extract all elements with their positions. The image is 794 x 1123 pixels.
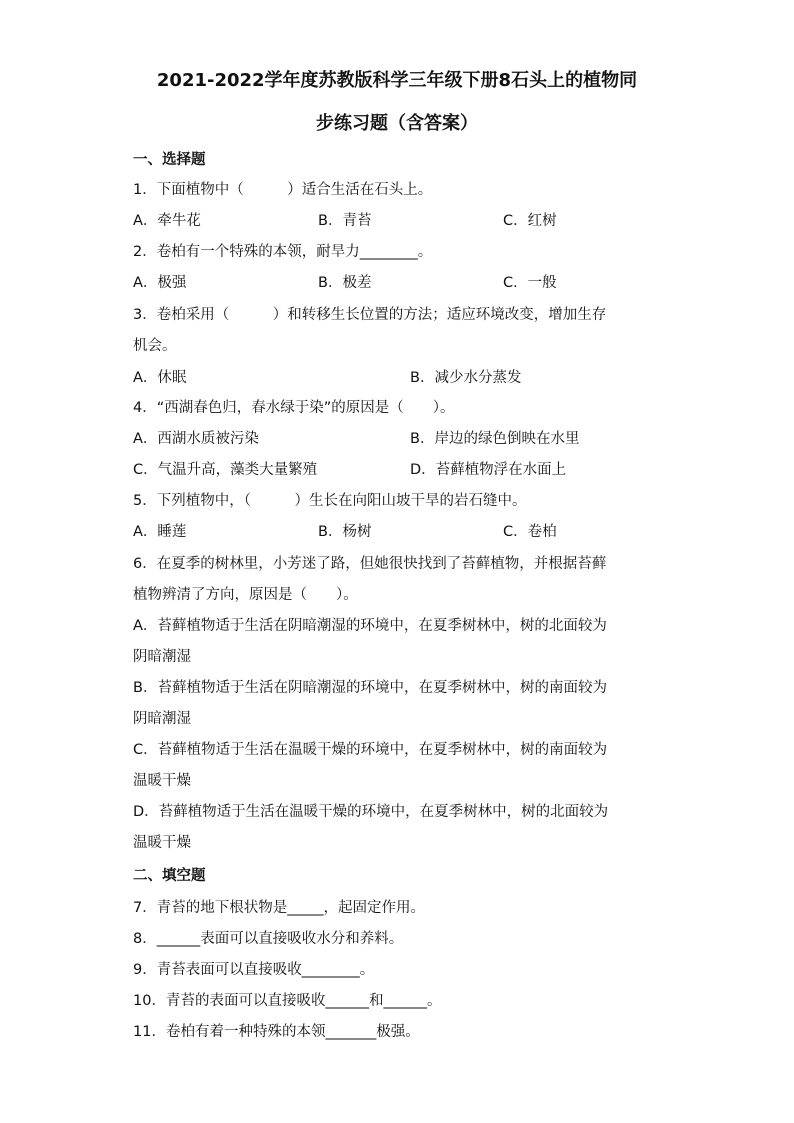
question-1-option-b: B．青苔 [318, 213, 372, 229]
question-3-stem-line-2: 机会。 [133, 338, 177, 354]
question-1-option-c: C．红树 [503, 213, 557, 229]
section-heading-choice: 一、选择题 [133, 152, 206, 168]
question-2-option-a: A．极强 [133, 275, 187, 291]
question-10: 10．青苔的表面可以直接吸收______和______。 [133, 993, 442, 1009]
question-2-option-b: B．极差 [318, 275, 372, 291]
question-6-option-c-line-1: C．苔藓植物适于生活在温暖干燥的环境中，在夏季树林中，树的南面较为 [133, 742, 608, 758]
question-4-stem: 4．“西湖春色归，春水绿于染”的原因是（ ）。 [133, 400, 455, 416]
question-8: 8．______表面可以直接吸收水分和养料。 [133, 931, 404, 947]
question-4-option-d: D．苔藓植物浮在水面上 [410, 462, 567, 478]
question-1-option-a: A．牵牛花 [133, 213, 201, 229]
question-5-option-b: B．杨树 [318, 524, 372, 540]
question-6-option-b-line-1: B．苔藓植物适于生活在阴暗潮湿的环境中，在夏季树林中，树的南面较为 [133, 680, 607, 696]
document-title-line-1: 2021-2022学年度苏教版科学三年级下册8石头上的植物同 [156, 70, 638, 91]
question-7: 7．青苔的地下根状物是_____，起固定作用。 [133, 900, 425, 916]
question-5-option-c: C．卷柏 [503, 524, 557, 540]
question-2-option-c: C．一般 [503, 275, 557, 291]
question-11: 11．卷柏有着一种特殊的本领_______极强。 [133, 1024, 420, 1040]
question-6-stem-line-2: 植物辨清了方向，原因是（ ）。 [133, 587, 358, 603]
question-6-option-d-line-1: D．苔藓植物适于生活在温暖干燥的环境中，在夏季树林中，树的北面较为 [133, 804, 609, 820]
question-6-option-a-line-1: A．苔藓植物适于生活在阴暗潮湿的环境中，在夏季树林中，树的北面较为 [133, 618, 607, 634]
question-6-option-c-line-2: 温暖干燥 [133, 773, 191, 789]
section-heading-fill: 二、填空题 [133, 868, 206, 884]
question-5-option-a: A．睡莲 [133, 524, 187, 540]
question-3-stem-line-1: 3．卷柏采用（ ）和转移生长位置的方法；适应环境改变，增加生存 [133, 307, 607, 323]
question-4-option-a: A．西湖水质被污染 [133, 431, 259, 447]
question-6-option-d-line-2: 温暖干燥 [133, 835, 191, 851]
question-4-option-b: B．岸边的绿色倒映在水里 [410, 431, 580, 447]
question-2-stem: 2．卷柏有一个特殊的本领，耐旱力________。 [133, 244, 433, 260]
question-9: 9．青苔表面可以直接吸收________。 [133, 962, 375, 978]
question-4-option-c: C．气温升高，藻类大量繁殖 [133, 462, 318, 478]
question-3-option-a: A．休眠 [133, 370, 187, 386]
question-6-option-a-line-2: 阴暗潮湿 [133, 649, 191, 665]
question-3-option-b: B．减少水分蒸发 [410, 370, 522, 386]
question-6-stem-line-1: 6．在夏季的树林里，小芳迷了路，但她很快找到了苔藓植物，并根据苔藓 [133, 556, 607, 572]
document-title-line-2: 步练习题（含答案） [316, 113, 478, 134]
question-5-stem: 5．下列植物中，（ ）生长在向阳山坡干旱的岩石缝中。 [133, 493, 527, 509]
question-1-stem: 1．下面植物中（ ）适合生活在石头上。 [133, 182, 433, 198]
question-6-option-b-line-2: 阴暗潮湿 [133, 711, 191, 727]
